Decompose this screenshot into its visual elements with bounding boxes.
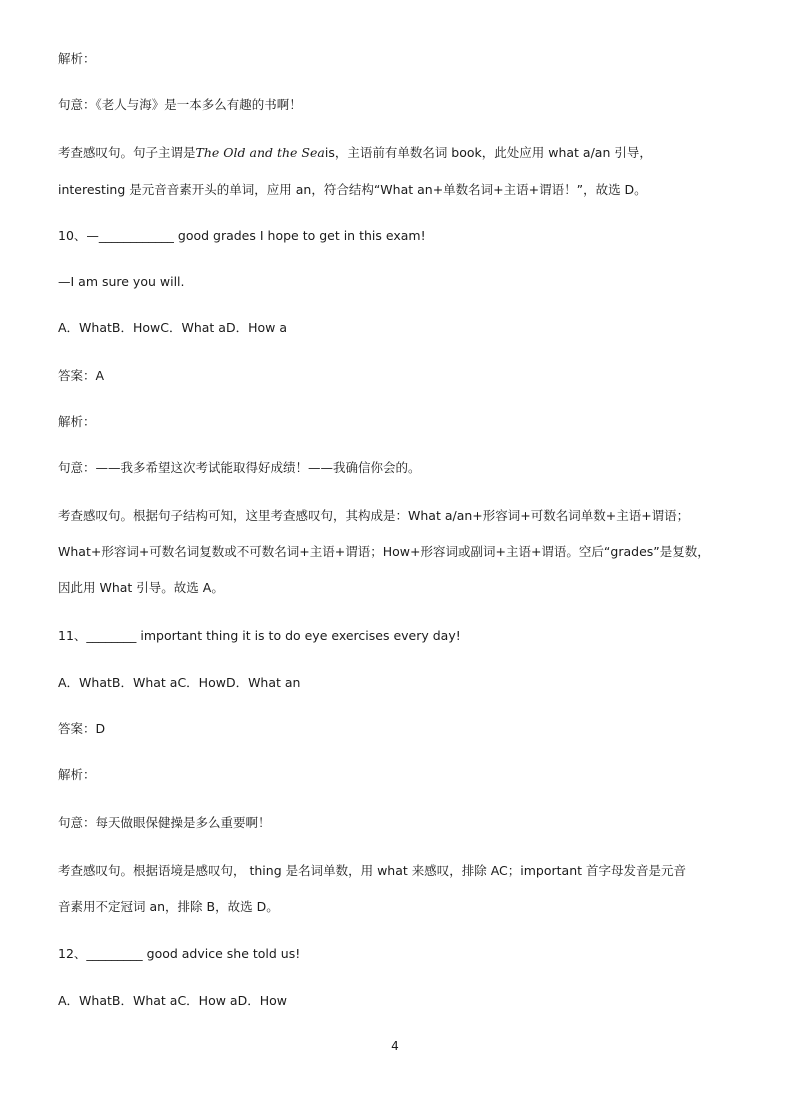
q11-meaning: 句意：每天做眼保健操是多么重要啊！ <box>58 815 271 830</box>
q10-explanation-line-3: 因此用 What 引导。故选 A。 <box>58 580 224 595</box>
q9-explain-prefix: 考查感叹句。句子主谓是 <box>58 145 196 160</box>
q11-explanation-line-1: 考查感叹句。根据语境是感叹句， thing 是名词单数，用 what 来感叹，排除 AC；important 首字母发音是元音 <box>58 863 687 878</box>
q11-stem: 11、________ important thing it is to do eye exercises every day! <box>58 628 461 643</box>
q10-analysis-label: 解析： <box>58 414 96 429</box>
q11-options: A．WhatB．What aC．HowD．What an <box>58 675 301 690</box>
q10-explanation-line-1: 考查感叹句。根据句子结构可知，这里考查感叹句，其构成是：What a/an+形容词+可数名词单数+主语+谓语； <box>58 508 690 523</box>
q10-stem: 10、—____________ good grades I hope to get in this exam! <box>58 228 426 243</box>
q10-reply: —I am sure you will. <box>58 274 185 289</box>
q9-meaning: 句意：《老人与海》是一本多么有趣的书啊！ <box>58 97 302 112</box>
q10-answer: 答案：A <box>58 368 105 383</box>
q9-explain-title: The Old and the Sea <box>195 145 325 160</box>
q12-options: A．WhatB．What aC．How aD．How <box>58 993 287 1008</box>
q10-options: A．WhatB．HowC．What aD．How a <box>58 320 287 335</box>
page-number: 4 <box>391 1039 399 1053</box>
q11-answer: 答案：D <box>58 721 106 736</box>
q11-analysis-label: 解析： <box>58 767 96 782</box>
q12-stem: 12、_________ good advice she told us! <box>58 946 301 961</box>
q10-explanation-line-2: What+形容词+可数名词复数或不可数名词+主语+谓语；How+形容词或副词+主语+谓语。空后“grades”是复数， <box>58 544 710 559</box>
q11-explanation-line-2: 音素用不定冠词 an，排除 B，故选 D。 <box>58 899 279 914</box>
q10-meaning: 句意：——我多希望这次考试能取得好成绩！——我确信你会的。 <box>58 460 421 475</box>
q9-explanation-line-1 <box>58 144 732 162</box>
q9-analysis-label: 解析： <box>58 51 96 66</box>
q9-explain-suffix: is，主语前有单数名词 book，此处应用 what a/an 引导， <box>324 145 652 160</box>
q9-explanation-line-2: interesting 是元音音素开头的单词，应用 an，符合结构“What an+单数名词+主语+谓语！”，故选 D。 <box>58 182 647 197</box>
